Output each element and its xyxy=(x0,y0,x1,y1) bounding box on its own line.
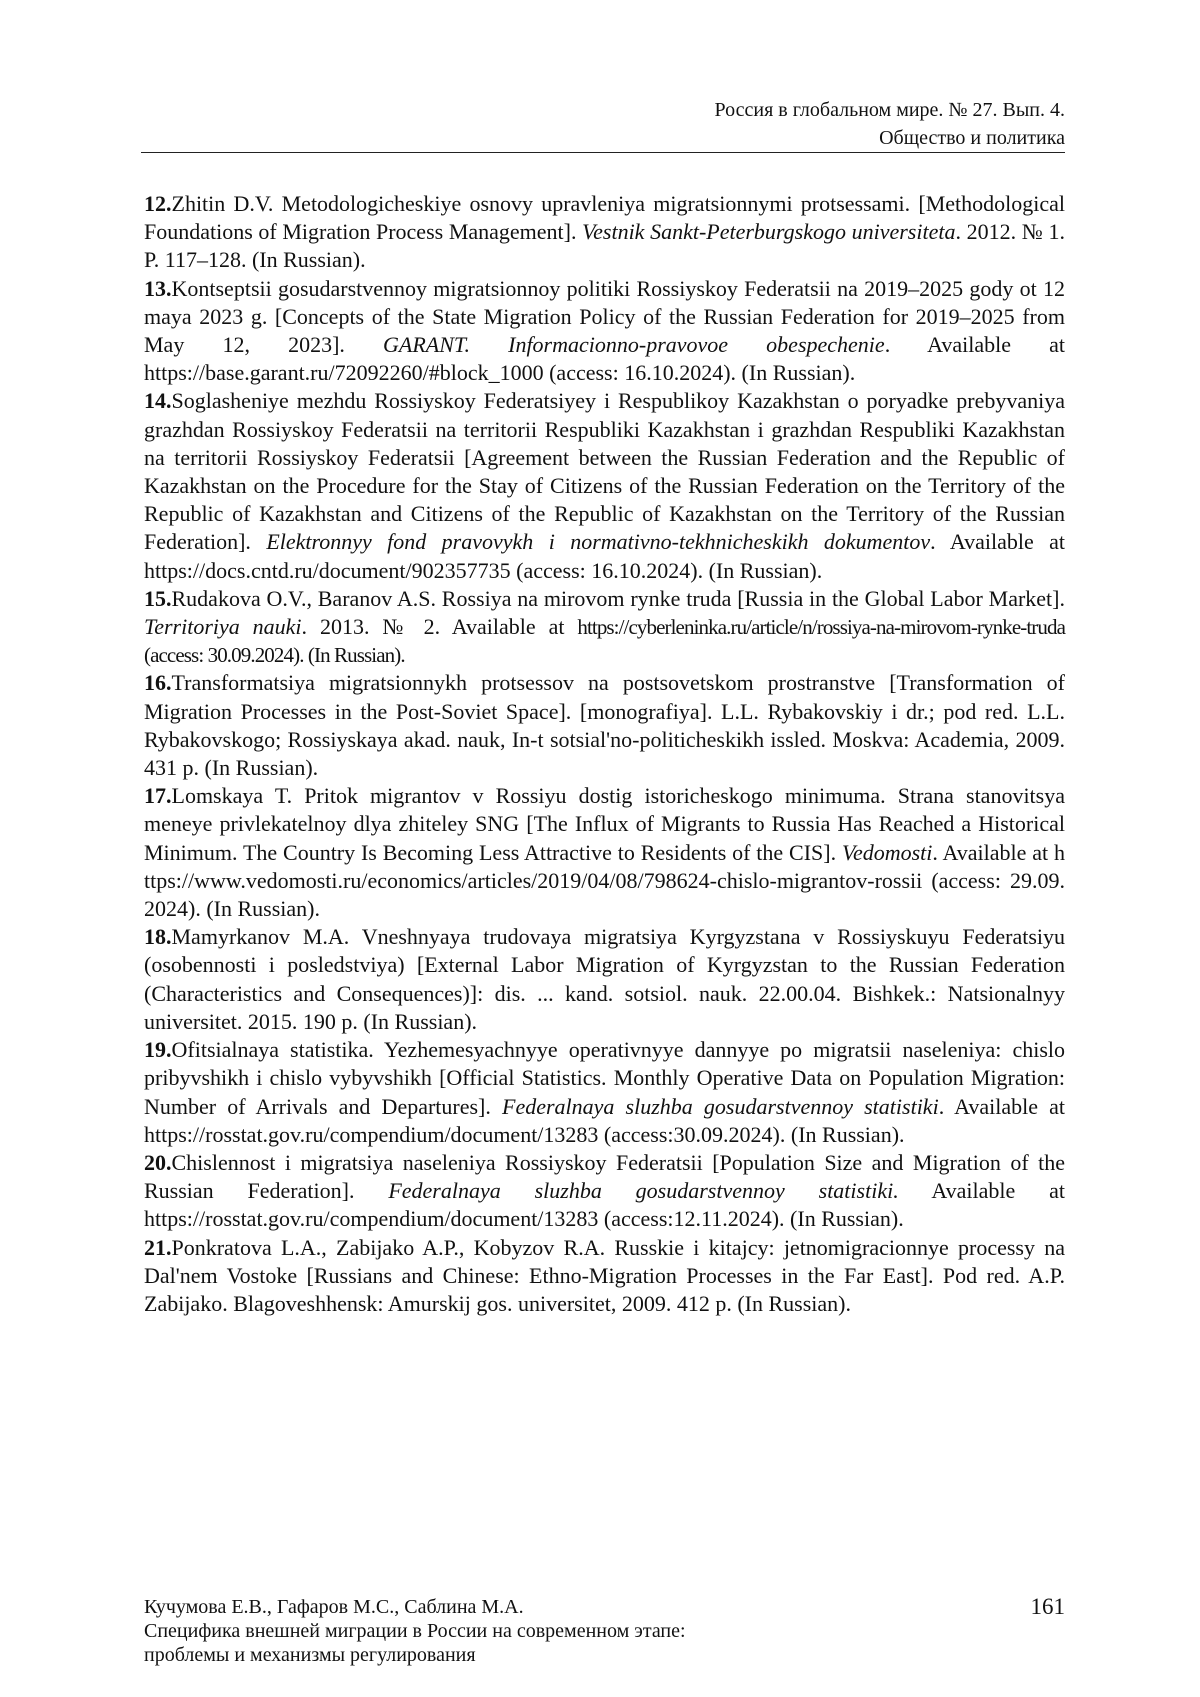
reference-number: 16. xyxy=(144,670,172,696)
reference-source: Federalnaya sluzhba gosudarstvennoy statistiki xyxy=(502,1093,939,1119)
reference-item-15 xyxy=(144,585,1065,670)
reference-text: Lomskaya T. Pritok migrantov v Rossiyu dostig istoricheskogo minimuma. Strana stanovitsya meneye privlekatelnoy dlya zhiteley SNG [The Influx of Migrants to Russia Has Reached a Historical Minimum. The Country Is Becoming Less Attractive to Residents of the CIS]. xyxy=(144,783,1065,865)
reference-text: Rudakova O.V., Baranov A.S. Rossiya na mirovom rynke truda [Russia in the Global Labor Market]. xyxy=(171,585,1065,611)
footer-article-title-line1: Специфика внешней миграции в России на современном этапе: xyxy=(144,1620,686,1642)
reference-text: Zhitin D.V. Metodologicheskiye osnovy upravleniya migratsionnymi protsessami. [Methodological Foundations of Migration Process Management]. xyxy=(144,191,1065,245)
reference-details: . Available at https://docs.cntd.ru/document/902357735 (access: 16.10.2024). (In Russian). xyxy=(144,529,1065,583)
page-number: 161 xyxy=(1030,1594,1065,1619)
reference-item-17 xyxy=(144,782,1065,923)
reference-source: Federalnaya sluzhba gosudarstvennoy statistiki. xyxy=(388,1178,899,1204)
reference-text: Mamyrkanov M.A. Vneshnyaya trudovaya migratsiya Kyrgyzstana v Rossiyskuyu Federatsiyu (osobennosti i posledstviya) [External Labor Migration of Kyrgyzstan to the Russian Federation (Characteristics and Consequences)]: dis. ... kand. sotsiol. nauk. 22.00.04. Bishkek.: Natsionalnyy universitet. 2015. 190 p. (In Russian). xyxy=(144,924,1065,1034)
reference-item-20 xyxy=(144,1149,1065,1234)
footer-article-title-line2: проблемы и механизмы регулирования xyxy=(144,1644,476,1666)
journal-title: Россия в глобальном мире. № 27. Вып. 4. xyxy=(714,99,1065,121)
reference-number: 19. xyxy=(144,1037,172,1063)
reference-source: Elektronnyy fond pravovykh i normativno-tekhnicheskikh dokumentov xyxy=(266,529,931,555)
reference-number: 13. xyxy=(144,275,172,301)
reference-details: Available at https://rosstat.gov.ru/compendium/document/13283 (access:12.11.2024). (In Russian). xyxy=(144,1178,1065,1232)
reference-text: Soglasheniye mezhdu Rossiyskoy Federatsiyey i Respublikoy Kazakhstan o poryadke prebyvaniya grazhdan Rossiyskoy Federatsii na territorii Respubliki Kazakhstan i grazhdan Respubliki Kazakhstan na territorii Rossiyskoy Federatsii [Agreement between the Russian Federation and the Republic of Kazakhstan on the Procedure for the Stay of Citizens of the Russian Federation on the Territory of the Republic of Kazakhstan and Citizens of the Republic of Kazakhstan on the Territory of the Russian Federation]. xyxy=(144,388,1065,555)
reference-url: https://cyberleninka.ru/article/n/rossiya-na-mirovom-rynke-truda (access: 30.09.2024). (In Russian). xyxy=(144,615,1065,668)
reference-item-13 xyxy=(144,275,1065,388)
reference-item-18 xyxy=(144,923,1065,1036)
reference-details: . Available at https://rosstat.gov.ru/compendium/document/13283 (access:30.09.2024). (In Russian). xyxy=(144,1093,1065,1147)
reference-item-19 xyxy=(144,1036,1065,1149)
reference-number: 17. xyxy=(144,783,172,809)
footer-authors: Кучумова Е.В., Гафаров М.С., Саблина М.А. xyxy=(144,1596,524,1618)
reference-source: Vedomosti xyxy=(841,839,933,865)
reference-item-12 xyxy=(144,190,1065,275)
reference-source: GARANT. Informacionno-pravovoe obespechenie xyxy=(383,332,885,358)
reference-number: 20. xyxy=(144,1149,172,1175)
reference-text: Ponkratova L.A., Zabijako A.P., Kobyzov R.A. Russkie i kitajcy: jetnomigracionnye processy na Dal'nem Vostoke [Russians and Chinese: Ethno-Migration Processes in the Far East]. Pod red. A.P. Zabijako. Blagoveshhensk: Amurskij gos. universitet, 2009. 412 p. (In Russian). xyxy=(144,1234,1065,1316)
reference-item-21 xyxy=(144,1234,1065,1319)
reference-details: . Available at https://www.vedomosti.ru/economics/articles/2019/04/08/798624-chislo-migrantov-rossii (access: 29.09.2024). (In Russian). xyxy=(144,839,1065,922)
reference-text: Ofitsialnaya statistika. Yezhemesyachnyye operativnyye dannyye po migratsii naseleniya: chislo pribyvshikh i chislo vybyvshikh [Official Statistics. Monthly Operative Data on Population Migration: Number of Arrivals and Departures]. xyxy=(144,1037,1065,1119)
reference-text: Chislennost i migratsiya naseleniya Rossiyskoy Federatsii [Population Size and Migration of the Russian Federation]. xyxy=(144,1149,1065,1204)
reference-list xyxy=(144,190,1065,1318)
reference-source: Vestnik Sankt-Peterburgskogo universiteta xyxy=(582,219,956,245)
reference-details: . 2012. № 1. P. 117–128. (In Russian). xyxy=(144,219,1065,273)
reference-text: Transformatsiya migratsionnykh protsessov na postsovetskom prostranstve [Transformation of Migration Processes in the Post-Soviet Space]. [monografiya]. L.L. Rybakovskiy i dr.; pod red. L.L. Rybakovskogo; Rossiyskaya akad. nauk, In-t sotsial'no-politicheskikh issled. Moskva: Academia, 2009. 431 p. (In Russian). xyxy=(144,670,1065,781)
running-header xyxy=(141,96,1065,152)
reference-number: 18. xyxy=(144,924,172,950)
reference-number: 21. xyxy=(144,1234,172,1260)
journal-section: Общество и политика xyxy=(879,127,1065,149)
reference-item-16 xyxy=(144,669,1065,782)
reference-item-14 xyxy=(144,387,1065,584)
reference-number: 15. xyxy=(144,585,172,611)
header-rule xyxy=(141,152,1065,153)
running-footer xyxy=(144,1595,1065,1667)
reference-number: 14. xyxy=(144,388,172,414)
reference-number: 12. xyxy=(144,191,172,216)
reference-details: . Available at https://base.garant.ru/72092260/#block_1000 (access: 16.10.2024). (In Russian). xyxy=(144,332,1065,386)
reference-source: Territoriya nauki xyxy=(144,614,302,640)
reference-details: . 2013. № 2. Available at xyxy=(301,614,578,640)
reference-text: Kontseptsii gosudarstvennoy migratsionnoy politiki Rossiyskoy Federatsii na 2019–2025 gody ot 12 maya 2023 g. [Concepts of the State Migration Policy of the Russian Federation for 2019–2025 from May 12, 2023]. xyxy=(144,275,1065,358)
